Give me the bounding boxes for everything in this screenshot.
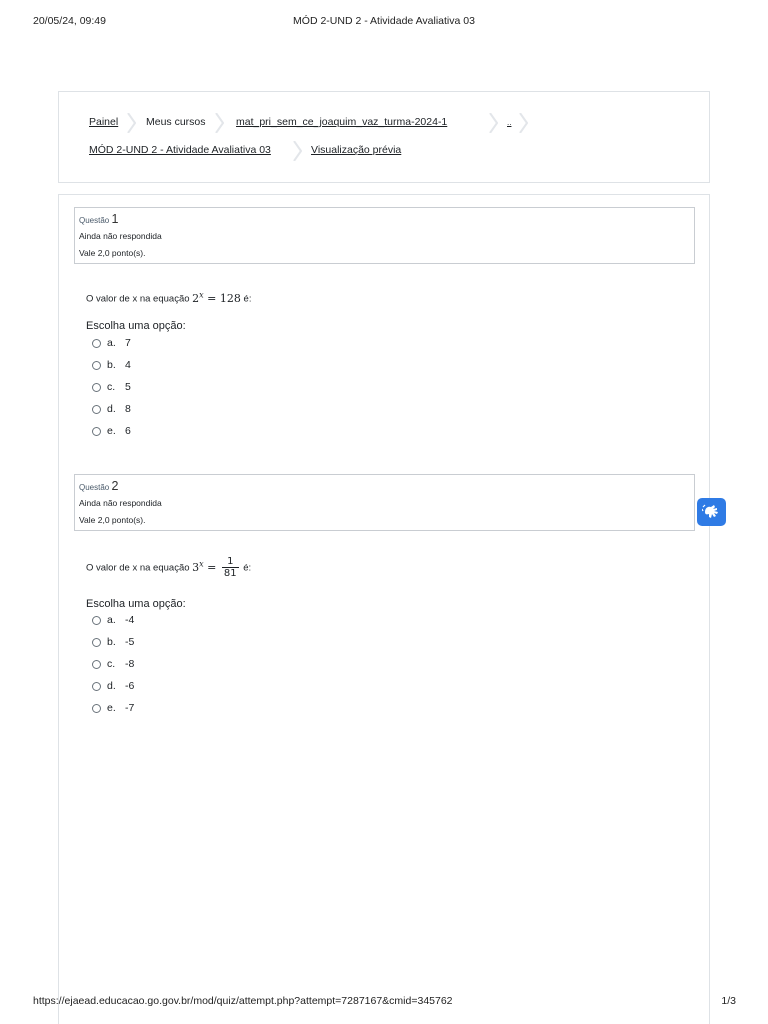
breadcrumb-painel[interactable]: Painel — [89, 116, 119, 128]
question-number: Questão 1 — [79, 212, 119, 226]
print-page-number: 1/3 — [721, 995, 736, 1007]
question-text-2: O valor de x na equação $3^x$ = $\frac{1}{81}$ é: — [86, 556, 252, 579]
question-info-1 — [74, 207, 695, 264]
radio-button[interactable] — [92, 638, 101, 647]
question-state: Ainda não respondida — [79, 498, 162, 508]
question-grade: Vale 2,0 ponto(s). — [79, 515, 146, 525]
radio-button[interactable] — [92, 704, 101, 713]
radio-button[interactable] — [92, 383, 101, 392]
question-text-1: O valor de x na equação $2^x = 128$ é: — [86, 290, 252, 305]
question-info-2 — [74, 474, 695, 531]
math-expression: $2^x = 128$ — [192, 290, 241, 305]
question-number-value: 2 — [111, 479, 119, 493]
question-state: Ainda não respondida — [79, 231, 162, 241]
radio-button[interactable] — [92, 361, 101, 370]
chevron-right-icon — [127, 113, 136, 133]
question-number: Questão 2 — [79, 479, 119, 493]
print-url: https://ejaead.educacao.go.gov.br/mod/quiz/attempt.php?attempt=7287167&cmid=345762 — [33, 995, 453, 1007]
chevron-right-icon — [215, 113, 224, 133]
math-expression: $3^x$ = $\frac{1}{81}$ — [192, 556, 237, 579]
chevron-right-icon — [489, 113, 498, 133]
radio-button[interactable] — [92, 339, 101, 348]
radio-button[interactable] — [92, 682, 101, 691]
question-grade: Vale 2,0 ponto(s). — [79, 248, 146, 258]
breadcrumb-activity[interactable]: MÓD 2-UND 2 - Atividade Avaliativa 03 — [89, 144, 271, 156]
choose-option-prompt: Escolha uma opção: — [86, 598, 186, 610]
print-header — [0, 15, 768, 31]
breadcrumb-meus-cursos: Meus cursos — [146, 116, 206, 128]
radio-button[interactable] — [92, 660, 101, 669]
breadcrumb-preview[interactable]: Visualização prévia — [311, 144, 402, 156]
accessibility-widget-button[interactable] — [697, 498, 726, 526]
chevron-right-icon — [519, 113, 528, 133]
hand-sign-icon — [702, 503, 721, 521]
fraction: $\frac{1}{81}$ — [223, 556, 237, 579]
choose-option-prompt: Escolha uma opção: — [86, 320, 186, 332]
print-title: MÓD 2-UND 2 - Atividade Avaliativa 03 — [293, 15, 475, 27]
print-footer — [0, 995, 768, 1011]
chevron-right-icon — [293, 141, 302, 161]
radio-button[interactable] — [92, 616, 101, 625]
breadcrumb — [58, 91, 710, 183]
breadcrumb-ellipsis[interactable]: .. — [507, 118, 512, 127]
radio-button[interactable] — [92, 405, 101, 414]
print-datetime: 20/05/24, 09:49 — [33, 15, 106, 27]
radio-button[interactable] — [92, 427, 101, 436]
breadcrumb-course[interactable]: mat_pri_sem_ce_joaquim_vaz_turma-2024-1 — [236, 116, 448, 128]
question-number-value: 1 — [111, 212, 119, 226]
